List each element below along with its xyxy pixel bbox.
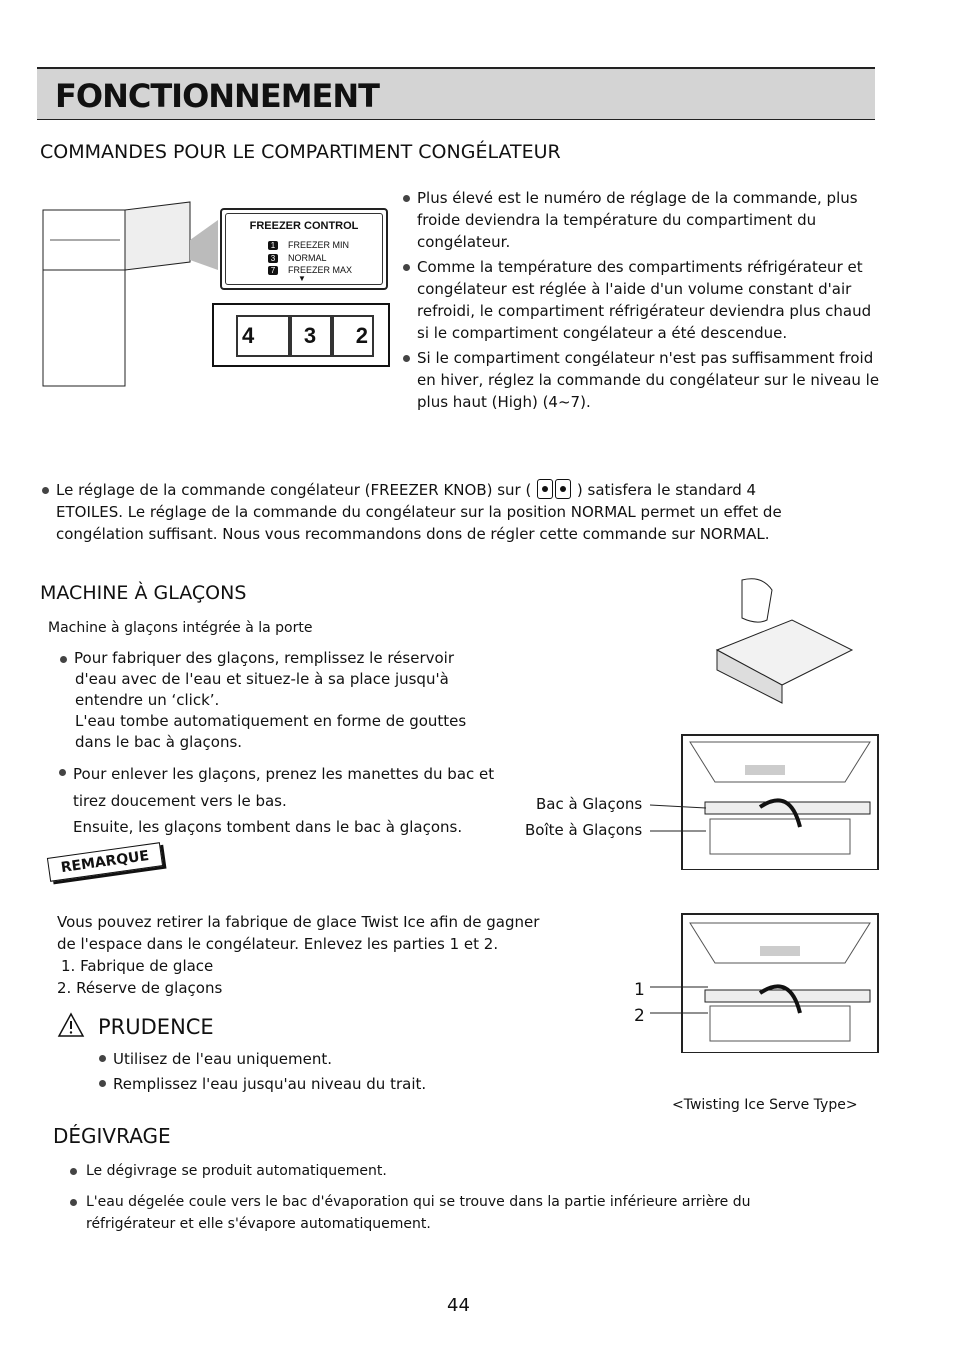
ice-bullet-2 <box>57 761 494 841</box>
part-leader-lines <box>650 985 710 1020</box>
line: 1. Fabrique de glace <box>61 957 214 975</box>
ice-bullet-1 <box>58 648 466 753</box>
dial-value: 4 <box>236 315 292 357</box>
label-boite: Boîte à Glaçons <box>525 821 643 839</box>
freezer-dial[interactable] <box>212 303 390 367</box>
line: de l'espace dans le congélateur. Enlevez les parties 1 et 2. <box>57 935 499 953</box>
illustration-caption: <Twisting Ice Serve Type> <box>672 1097 858 1113</box>
freezer-control-panel <box>220 208 388 290</box>
note-text: ) satisfera le standard 4 ETOILES. Le réglage de la commande du congélateur sur la position NORMAL permet un effet de congélation suffisant. Nous vous recommandons dons de régler cette commande sur NORMAL. <box>56 481 782 543</box>
bullet-item: Plus élevé est le numéro de réglage de la commande, plus froide deviendra la température du compartiment du congélateur. <box>401 187 886 253</box>
ice-heading: MACHINE À GLAÇONS <box>40 582 247 604</box>
line: Pour enlever les glaçons, prenez les manettes du bac et <box>57 761 494 788</box>
line: L'eau tombe automatiquement en forme de gouttes <box>75 712 467 730</box>
setting-number: 7 <box>268 266 278 275</box>
line: entendre un ‘click’. <box>75 691 220 709</box>
dial-value: 2 <box>332 315 374 357</box>
remarque-text <box>57 911 539 999</box>
freezer-note <box>40 479 820 545</box>
leader-lines <box>648 800 708 840</box>
line: 2. Réserve de glaçons <box>57 979 223 997</box>
line: d'eau avec de l'eau et situez-le à sa place jusqu'à <box>75 670 449 688</box>
line: dans le bac à glaçons. <box>75 733 243 751</box>
page-title: FONCTIONNEMENT <box>55 77 379 115</box>
freezer-interior-illustration-1 <box>680 727 880 870</box>
fridge-illustration <box>40 200 220 392</box>
panel-title: FREEZER CONTROL <box>249 220 359 232</box>
dial-value: 3 <box>288 315 332 357</box>
line: Pour fabriquer des glaçons, remplissez le réservoir <box>58 648 466 669</box>
ice-subtitle: Machine à glaçons intégrée à la porte <box>48 620 313 636</box>
title-bar <box>37 67 875 120</box>
page-number: 44 <box>447 1295 470 1316</box>
note-text: Le réglage de la commande congélateur (FREEZER KNOB) sur ( <box>56 481 532 499</box>
remarque-label: REMARQUE <box>47 842 163 882</box>
setting-label: FREEZER MAX <box>288 265 353 275</box>
ice-tray-illustration <box>712 575 857 705</box>
down-arrow-icon: ▼ <box>298 274 306 283</box>
degivrage-list <box>68 1160 808 1235</box>
line: Vous pouvez retirer la fabrique de glace Twist Ice afin de gagner <box>57 913 540 931</box>
setting-label: NORMAL <box>288 253 327 263</box>
setting-number: 3 <box>268 254 278 263</box>
bullet-item: Utilisez de l'eau uniquement. <box>97 1047 426 1072</box>
label-bac: Bac à Glaçons <box>536 795 643 813</box>
knob-icon <box>555 479 571 499</box>
warning-icon <box>57 1012 85 1038</box>
bullet-item: Le dégivrage se produit automatiquement. <box>68 1160 808 1182</box>
line: tirez doucement vers le bas. <box>73 791 287 810</box>
line: Ensuite, les glaçons tombent dans le bac à glaçons. <box>73 818 463 836</box>
part-2-label: 2 <box>634 1006 645 1026</box>
bullet-item: Comme la température des compartiments réfrigérateur et congélateur est réglée à l'aide d'un volume constant d'air refroidi, le compartiment réfrigérateur deviendra plus chaud si le compartiment congélateur a été descendue. <box>401 256 886 344</box>
prudence-list <box>97 1047 426 1097</box>
knob-icon <box>537 479 553 499</box>
bullet-item: Remplissez l'eau jusqu'au niveau du trait. <box>97 1072 426 1097</box>
setting-label: FREEZER MIN <box>288 240 350 250</box>
freezer-interior-illustration-2 <box>680 908 880 1053</box>
freezer-heading: COMMANDES POUR LE COMPARTIMENT CONGÉLATEUR <box>40 141 561 163</box>
setting-number: 1 <box>268 241 278 250</box>
bullet-item: Si le compartiment congélateur n'est pas suffisamment froid en hiver, réglez la commande du congélateur sur le niveau le plus haut (High) (4~7). <box>401 347 886 413</box>
bullet-item: L'eau dégelée coule vers le bac d'évaporation qui se trouve dans la partie inférieure arrière du réfrigérateur et elle s'évapore automatiquement. <box>68 1191 808 1235</box>
prudence-heading: PRUDENCE <box>98 1015 214 1039</box>
part-1-label: 1 <box>634 980 645 1000</box>
freezer-bullets <box>401 187 886 413</box>
degivrage-heading: DÉGIVRAGE <box>53 1124 171 1148</box>
